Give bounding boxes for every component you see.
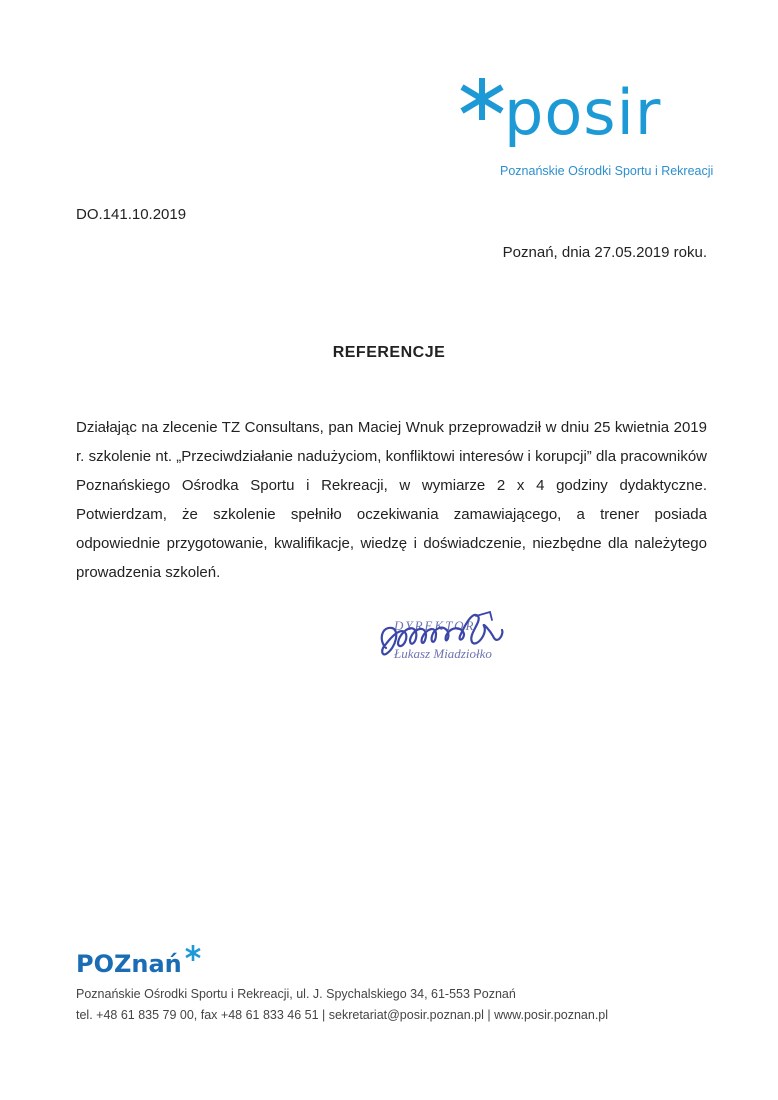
document-title: REFERENCJE — [332, 344, 446, 361]
asterisk-icon — [184, 944, 202, 962]
signature-stamp — [372, 604, 522, 674]
handwritten-signature — [372, 604, 522, 674]
posir-logo-text: posir — [504, 76, 662, 149]
stamp-name: Łukasz Miadziołko — [394, 646, 492, 661]
footer-contact: tel. +48 61 835 79 00, fax +48 61 833 46 51 | sekretariat@posir.poznan.pl | www.posir.poznan.pl — [76, 1008, 609, 1022]
place-and-date: Poznań, dnia 27.05.2019 roku. — [502, 244, 707, 261]
poznan-logo-text: POZnań — [76, 950, 182, 978]
posir-logo-subtitle: Poznańskie Ośrodki Sportu i Rekreacji — [500, 164, 714, 178]
stamp-position: DYREKTOR — [394, 618, 476, 633]
posir-logo — [452, 72, 714, 182]
document-number: DO.141.10.2019 — [76, 206, 187, 223]
document-body: Działając na zlecenie TZ Consultans, pan Maciej Wnuk przeprowadził w dniu 25 kwietnia 2019 r. szkolenie nt. „Przeciwdziałanie nadużyciom, konfliktowi interesów i korupcji” dla pracowników Poznańskiego Ośrodka Sportu i Rekreacji, w wymiarze 2 x 4 godziny dydaktyczne. Potwierdzam, że szkolenie spełniło oczekiwania zamawiającego, a trener posiada odpowiednie przygotowanie, kwalifikacje, wiedzę i doświadczenie, niezbędne dla należytego prowadzenia szkoleń. — [76, 419, 707, 581]
poznan-logo — [76, 944, 216, 984]
asterisk-icon — [452, 72, 512, 132]
footer-address: Poznańskie Ośrodki Sportu i Rekreacji, ul. J. Spychalskiego 34, 61-553 Poznań — [76, 987, 516, 1001]
